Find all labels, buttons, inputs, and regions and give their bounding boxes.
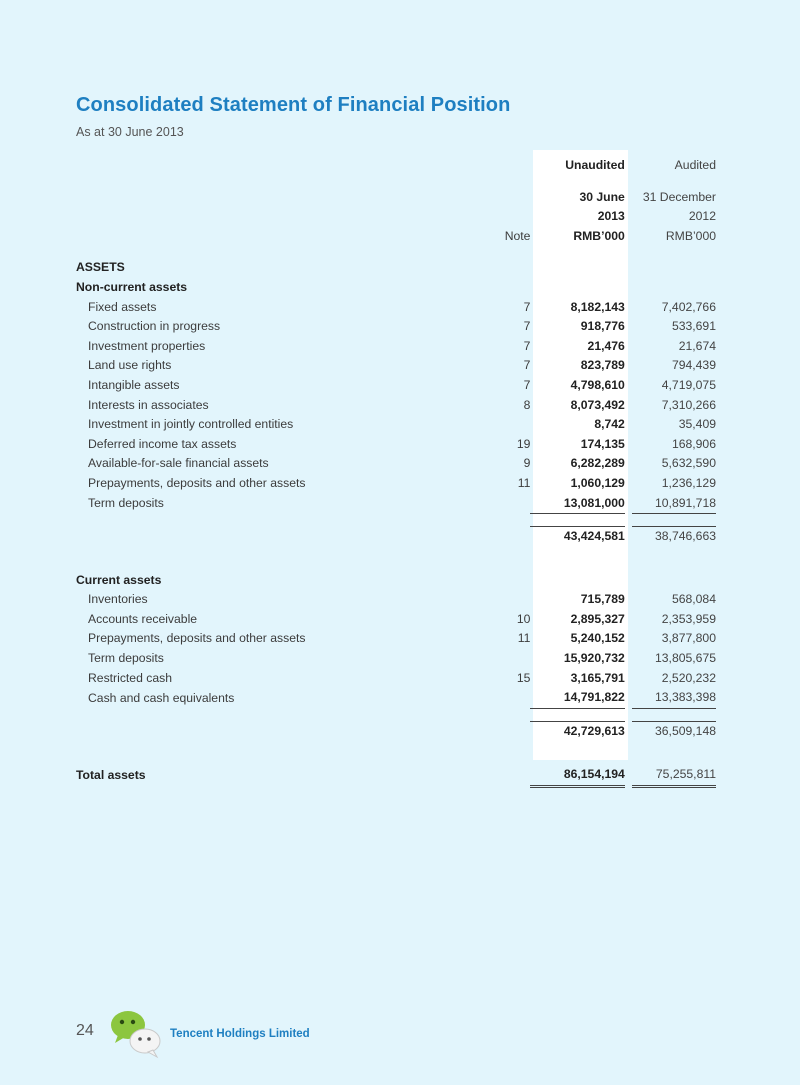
- section-current: [76, 571, 716, 591]
- company-name: Tencent Holdings Limited: [170, 1028, 310, 1040]
- current-item-cur-value: 14,791,822: [530, 688, 624, 708]
- non-current-item-label: Prepayments, deposits and other assets: [88, 475, 306, 490]
- non-current-item-cur-value: 4,798,610: [570, 377, 625, 392]
- section-assets-label: ASSETS: [76, 260, 125, 275]
- header-prev-status: Audited: [674, 158, 716, 172]
- non-current-item-row: [76, 356, 716, 376]
- current-item-label: Prepayments, deposits and other assets: [88, 631, 306, 646]
- total-assets-prev: 75,255,811: [632, 765, 716, 786]
- header-cur-date: 30 June: [579, 189, 625, 204]
- non-current-item-prev-value: 794,439: [671, 358, 716, 373]
- non-current-item-note: [489, 494, 530, 514]
- non-current-item-cur-value: 8,073,492: [570, 397, 625, 412]
- section-current-label: Current assets: [76, 572, 162, 587]
- non-current-item-note: 19: [516, 436, 531, 451]
- non-current-item-note: 9: [523, 456, 531, 471]
- current-item-prev-value: 13,383,398: [632, 688, 716, 708]
- non-current-item-prev-value: 10,891,718: [632, 494, 716, 514]
- non-current-item-row: [76, 454, 716, 474]
- non-current-item-prev-value: 5,632,590: [661, 456, 716, 471]
- non-current-item-row: [76, 337, 716, 357]
- current-item-row: [76, 669, 716, 689]
- non-current-subtotal-cur: 43,424,581: [530, 527, 624, 547]
- header-row-date: [76, 188, 716, 208]
- current-item-row: [76, 590, 716, 610]
- non-current-item-cur-value: 918,776: [580, 319, 625, 334]
- non-current-item-label: Deferred income tax assets: [88, 436, 237, 451]
- current-item-label: Accounts receivable: [88, 611, 198, 626]
- header-row-status: [76, 156, 716, 176]
- non-current-item-row: [76, 435, 716, 455]
- financial-position-table: [76, 156, 716, 788]
- total-assets-row: [76, 765, 716, 786]
- non-current-item-note: 7: [523, 319, 531, 334]
- non-current-item-label: Fixed assets: [88, 299, 157, 314]
- non-current-item-cur-value: 8,182,143: [570, 299, 625, 314]
- non-current-item-row: [76, 415, 716, 435]
- non-current-item-row: [76, 376, 716, 396]
- non-current-item-label: Available-for-sale financial assets: [88, 456, 269, 471]
- page-number: 24: [76, 1022, 94, 1039]
- non-current-item-row: [76, 298, 716, 318]
- non-current-item-cur-value: 823,789: [580, 358, 625, 373]
- non-current-item-label: Construction in progress: [88, 319, 221, 334]
- non-current-item-prev-value: 1,236,129: [661, 475, 716, 490]
- non-current-item-note: 7: [523, 377, 531, 392]
- current-item-cur-value: 2,895,327: [570, 611, 625, 626]
- non-current-item-label: Intangible assets: [88, 377, 180, 392]
- non-current-item-label: Investment properties: [88, 338, 206, 353]
- non-current-item-note: 11: [517, 475, 531, 490]
- current-item-prev-value: 2,353,959: [661, 611, 716, 626]
- current-item-note: [489, 688, 530, 708]
- non-current-item-prev-value: 4,719,075: [661, 377, 716, 392]
- non-current-item-label: Interests in associates: [88, 397, 209, 412]
- non-current-subtotal-row: [76, 527, 716, 547]
- current-subtotal-cur: 42,729,613: [530, 721, 624, 741]
- current-item-prev-value: 13,805,675: [655, 651, 716, 666]
- current-item-note: 10: [516, 611, 531, 626]
- current-item-row: [76, 610, 716, 630]
- current-item-label: Term deposits: [88, 651, 164, 666]
- current-item-note: [489, 590, 530, 610]
- non-current-item-cur-value: 6,282,289: [570, 456, 625, 471]
- current-item-prev-value: 568,084: [671, 592, 716, 607]
- section-non-current: [76, 278, 716, 298]
- non-current-item-prev-value: 7,402,766: [661, 299, 716, 314]
- non-current-item-note: 7: [523, 358, 531, 373]
- current-item-row: [76, 649, 716, 669]
- header-cur-year: 2013: [597, 209, 625, 224]
- page-subtitle: As at 30 June 2013: [76, 125, 184, 139]
- non-current-item-note: [489, 415, 530, 435]
- page-title: Consolidated Statement of Financial Position: [76, 94, 511, 116]
- current-subtotal-prev: 36,509,148: [632, 721, 716, 741]
- current-item-row: [76, 629, 716, 649]
- header-prev-unit: RMB’000: [665, 228, 716, 243]
- current-item-label: Inventories: [88, 592, 148, 607]
- non-current-item-note: 8: [523, 397, 531, 412]
- non-current-item-prev-value: 7,310,266: [661, 397, 716, 412]
- non-current-item-prev-value: 168,906: [671, 436, 716, 451]
- section-non-current-label: Non-current assets: [76, 279, 188, 294]
- header-row-unit: [76, 227, 716, 247]
- current-item-cur-value: 15,920,732: [563, 651, 625, 666]
- non-current-item-row: [76, 474, 716, 494]
- current-item-prev-value: 2,520,232: [661, 670, 716, 685]
- non-current-item-label: Investment in jointly controlled entities: [88, 417, 294, 432]
- current-item-cur-value: 715,789: [580, 592, 625, 607]
- non-current-item-row: [76, 494, 716, 514]
- non-current-item-row: [76, 396, 716, 416]
- non-current-item-row: [76, 317, 716, 337]
- non-current-item-note: 7: [523, 299, 531, 314]
- current-item-label: Cash and cash equivalents: [88, 690, 235, 705]
- non-current-item-prev-value: 35,409: [678, 417, 716, 432]
- current-item-note: 11: [517, 631, 531, 646]
- header-cur-unit: RMB’000: [573, 228, 625, 243]
- non-current-item-cur-value: 174,135: [580, 436, 625, 451]
- current-item-cur-value: 5,240,152: [570, 631, 625, 646]
- non-current-item-prev-value: 533,691: [671, 319, 716, 334]
- current-item-row: [76, 688, 716, 708]
- non-current-item-note: 7: [523, 338, 531, 353]
- non-current-item-prev-value: 21,674: [678, 338, 716, 353]
- section-assets: [76, 258, 716, 278]
- current-item-label: Restricted cash: [88, 670, 172, 685]
- non-current-item-label: Term deposits: [88, 495, 164, 510]
- current-subtotal-row: [76, 721, 716, 741]
- non-current-subtotal-prev: 38,746,663: [632, 527, 716, 547]
- current-item-note: [489, 649, 530, 669]
- non-current-item-cur-value: 1,060,129: [570, 475, 625, 490]
- current-item-cur-value: 3,165,791: [570, 670, 625, 685]
- non-current-item-cur-value: 21,476: [587, 338, 625, 353]
- header-row-year: [76, 207, 716, 227]
- header-note-label: Note: [504, 228, 531, 243]
- non-current-item-cur-value: 8,742: [594, 417, 625, 432]
- current-item-note: 15: [516, 670, 531, 685]
- current-item-prev-value: 3,877,800: [661, 631, 716, 646]
- total-assets-cur: 86,154,194: [530, 765, 624, 786]
- wechat-logo-icon: [106, 1005, 166, 1061]
- non-current-item-cur-value: 13,081,000: [530, 494, 624, 514]
- non-current-item-label: Land use rights: [88, 358, 172, 373]
- header-prev-date: 31 December: [642, 189, 716, 204]
- total-assets-label: Total assets: [76, 768, 146, 783]
- header-cur-status: Unaudited: [565, 158, 625, 172]
- header-prev-year: 2012: [688, 209, 716, 224]
